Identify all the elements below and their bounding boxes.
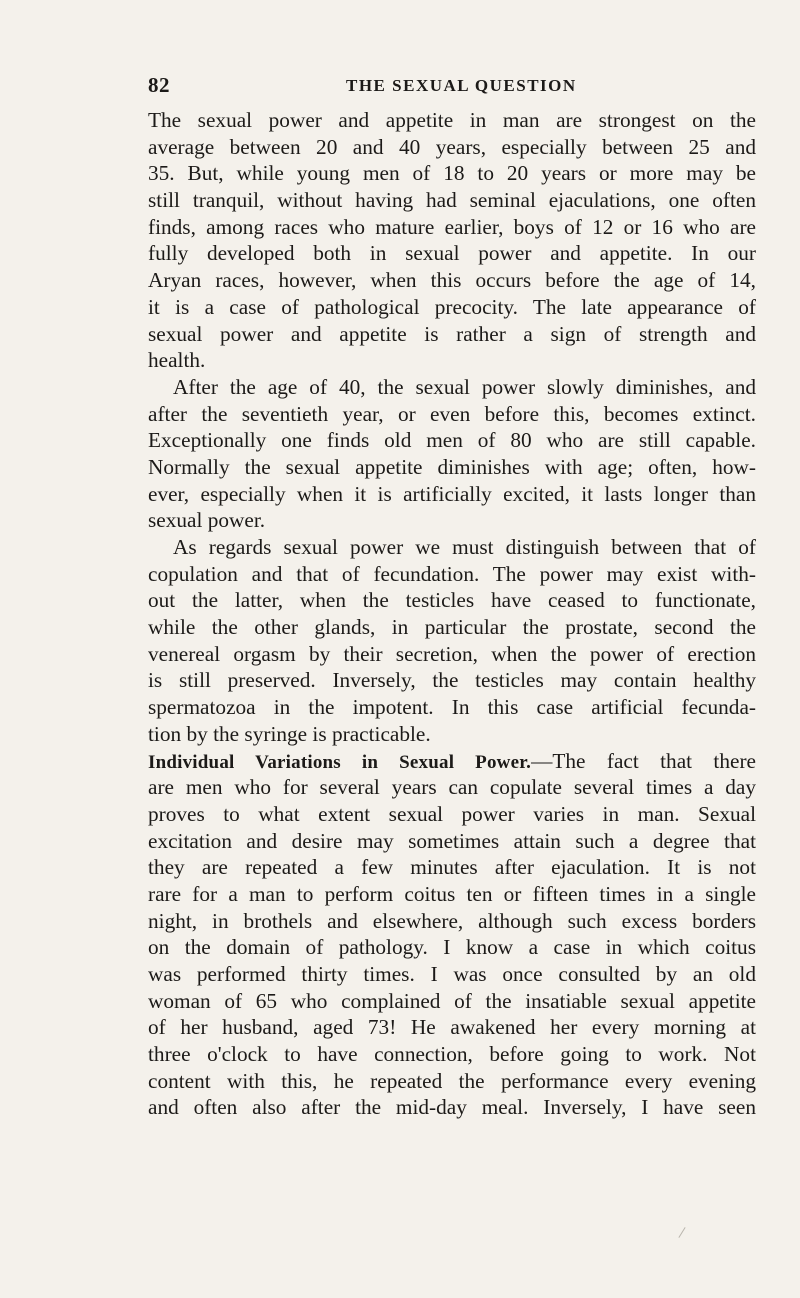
text-line: out the latter, when the testicles have ceased to functionate, — [148, 588, 756, 613]
text-line — [148, 748, 756, 775]
text-line: content with this, he repeated the performance every evening — [148, 1068, 756, 1093]
text-line: The sexual power and appetite in man are strongest on the — [148, 108, 756, 132]
text-line: Normally the sexual appetite diminishes with age; often, how- — [148, 454, 756, 479]
text-line: are men who for several years can copulate several times a day — [148, 775, 756, 800]
text-line: rare for a man to perform coitus ten or fifteen times in a single — [148, 881, 756, 906]
body-text — [148, 107, 756, 1121]
page-number: 82 — [148, 73, 170, 97]
text-line: finds, among races who mature earlier, boys of 12 or 16 who are — [148, 214, 756, 239]
text-line: spermatozoa in the impotent. In this case artificial fecunda- — [148, 695, 756, 720]
text-line: copulation and that of fecundation. The power may exist with- — [148, 561, 756, 586]
text-line: while the other glands, in particular the prostate, second the — [148, 615, 756, 640]
text-line: woman of 65 who complained of the insatiable sexual appetite — [148, 988, 756, 1013]
text-line: As regards sexual power we must distinguish between that of — [173, 535, 756, 559]
text-line: sexual power and appetite is rather a sign of strength and — [148, 321, 756, 346]
running-title: THE SEXUAL QUESTION — [346, 76, 577, 95]
text-line: excitation and desire may sometimes attain such a degree that — [148, 828, 756, 853]
paragraph-1 — [148, 107, 756, 374]
paragraph-3 — [148, 534, 756, 748]
text-line: Exceptionally one finds old men of 80 who are still capable. — [148, 428, 756, 453]
text-line: ever, especially when it is artificially excited, it lasts longer than — [148, 481, 756, 506]
paragraph-2 — [148, 374, 756, 534]
text-line: was performed thirty times. I was once consulted by an old — [148, 962, 756, 986]
text-line: venereal orgasm by their secretion, when the power of erection — [148, 641, 756, 666]
text-line: fully developed both in sexual power and appetite. In our — [148, 241, 756, 266]
text-line: three o'clock to have connection, before going to work. Not — [148, 1042, 756, 1067]
text-line: Aryan races, however, when this occurs before the age of 14, — [148, 268, 756, 293]
text-line: 35. But, while young men of 18 to 20 years or more may be — [148, 161, 756, 186]
text-line: sexual power. — [148, 508, 266, 533]
text-line: health. — [148, 348, 206, 373]
text-line: After the age of 40, the sexual power slowly diminishes, and — [173, 374, 756, 399]
text-line: of her husband, aged 73! He awakened her every morning at — [148, 1015, 756, 1040]
text-line: still tranquil, without having had seminal ejaculations, one often — [148, 188, 756, 213]
text-line: and often also after the mid-day meal. Inversely, I have seen — [148, 1095, 756, 1120]
paper-mark — [678, 1227, 685, 1238]
text-line: is still preserved. Inversely, the testicles may contain healthy — [148, 668, 756, 693]
text-line: night, in brothels and elsewhere, although such excess borders — [148, 908, 756, 933]
text-line: on the domain of pathology. I know a case in which coitus — [148, 935, 756, 960]
text-line: average between 20 and 40 years, especially between 25 and — [148, 134, 756, 159]
text-line: they are repeated a few minutes after ejaculation. It is not — [148, 855, 756, 880]
paragraph-4 — [148, 748, 756, 1122]
section-heading: Individual Variations in Sexual Power. — [148, 751, 532, 773]
text-line: tion by the syringe is practicable. — [148, 721, 431, 746]
text-line: it is a case of pathological precocity. The late appearance of — [148, 294, 756, 319]
heading-line-rest: —The fact that there — [531, 748, 756, 773]
text-line: proves to what extent sexual power varies in man. Sexual — [148, 801, 756, 826]
text-line: after the seventieth year, or even before this, becomes extinct. — [148, 401, 756, 426]
page-header — [148, 73, 756, 103]
